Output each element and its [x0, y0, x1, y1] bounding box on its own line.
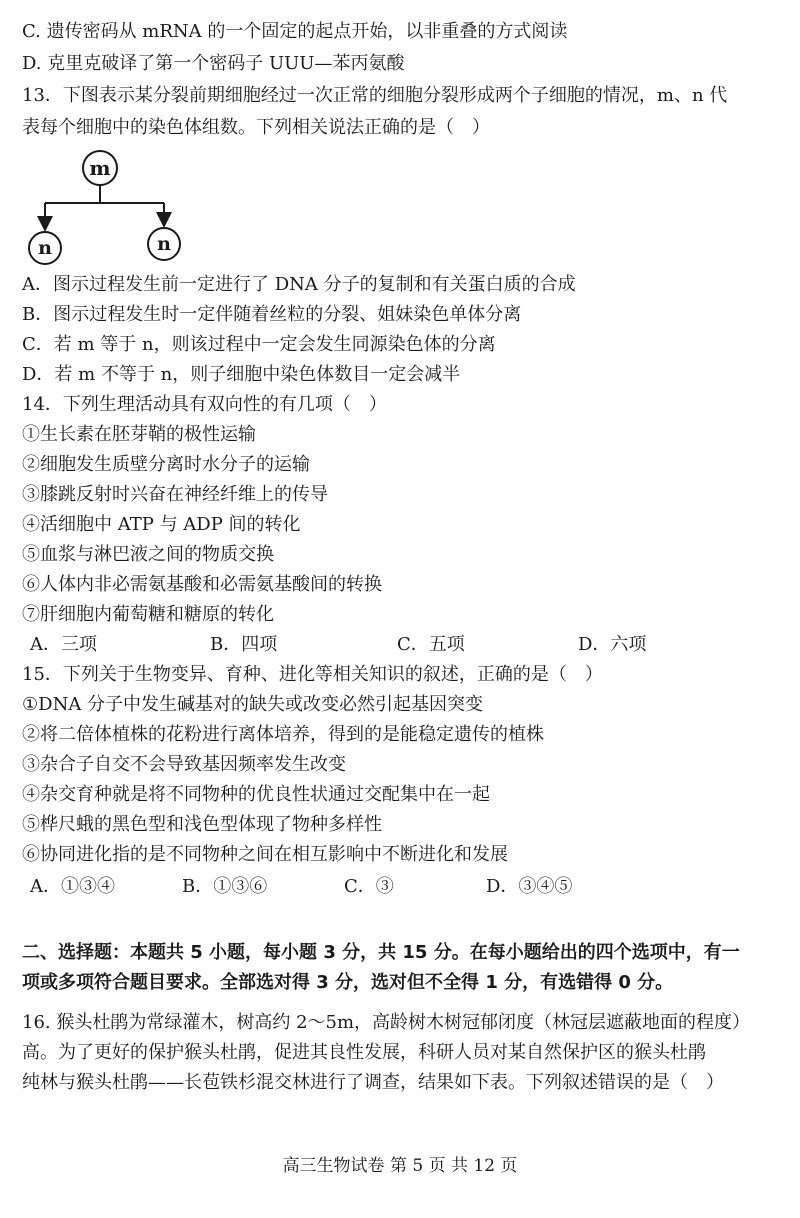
child-cell-right-label: n — [157, 233, 171, 255]
q15-option-c: C．③ — [344, 876, 394, 897]
q14-option-c: C．五项 — [397, 634, 465, 655]
q15-item-3: ③杂合子自交不会导致基因频率发生改变 — [22, 754, 346, 775]
q13-option-b: B．图示过程发生时一定伴随着丝粒的分裂、姐妹染色单体分离 — [22, 304, 522, 325]
cell-division-diagram — [25, 146, 200, 271]
q15-item-2: ②将二倍体植株的花粉进行离体培养，得到的是能稳定遗传的植株 — [22, 724, 544, 745]
q14-item-1: ①生长素在胚芽鞘的极性运输 — [22, 424, 256, 445]
q16-line2: 高。为了更好的保护猴头杜鹃，促进其良性发展，科研人员对某自然保护区的猴头杜鹃 — [22, 1042, 706, 1063]
section2-heading-line2: 项或多项符合题目要求。全部选对得 3 分，选对但不全得 1 分，有选错得 0 分。 — [22, 972, 674, 993]
page-footer: 高三生物试卷 第 5 页 共 12 页 — [282, 1156, 518, 1176]
q13-option-c: C．若 m 等于 n，则该过程中一定会发生同源染色体的分离 — [22, 334, 496, 355]
q15-stem: 15．下列关于生物变异、育种、进化等相关知识的叙述，正确的是（ ） — [22, 664, 603, 685]
q14-item-5: ⑤血浆与淋巴液之间的物质交换 — [22, 544, 274, 565]
q13-stem-line2: 表每个细胞中的染色体组数。下列相关说法正确的是（ ） — [22, 117, 490, 138]
parent-cell-label: m — [89, 156, 111, 180]
q14-option-a: A．三项 — [30, 634, 97, 655]
q15-option-a: A．①③④ — [30, 876, 115, 897]
q15-option-b: B．①③⑥ — [182, 876, 268, 897]
q14-item-4: ④活细胞中 ATP 与 ADP 间的转化 — [22, 514, 301, 535]
q13-option-a: A．图示过程发生前一定进行了 DNA 分子的复制和有关蛋白质的合成 — [22, 274, 576, 295]
q15-item-4: ④杂交育种就是将不同物种的优良性状通过交配集中在一起 — [22, 784, 490, 805]
q14-option-d: D．六项 — [578, 634, 647, 655]
q14-item-7: ⑦肝细胞内葡萄糖和糖原的转化 — [22, 604, 274, 625]
q16-line3: 纯林与猴头杜鹃——长苞铁杉混交林进行了调查，结果如下表。下列叙述错误的是（ ） — [22, 1072, 724, 1093]
q13-stem-line1: 13．下图表示某分裂前期细胞经过一次正常的细胞分裂形成两个子细胞的情况，m、n 代 — [22, 85, 728, 106]
q12-option-c: C. 遗传密码从 mRNA 的一个固定的起点开始，以非重叠的方式阅读 — [22, 21, 568, 42]
child-cell-left-label: n — [38, 237, 52, 259]
q16-line1: 16. 猴头杜鹃为常绿灌木，树高约 2～5m，高龄树木树冠郁闭度（林冠层遮蔽地面的程度） — [22, 1012, 751, 1033]
q15-option-d: D．③④⑤ — [486, 876, 573, 897]
q14-item-2: ②细胞发生质壁分离时水分子的运输 — [22, 454, 310, 475]
q15-item-5: ⑤桦尺蛾的黑色型和浅色型体现了物种多样性 — [22, 814, 382, 835]
q13-option-d: D．若 m 不等于 n，则子细胞中染色体数目一定会减半 — [22, 364, 461, 385]
section2-heading-line1: 二、选择题：本题共 5 小题，每小题 3 分，共 15 分。在每小题给出的四个选项中，有一 — [22, 942, 740, 963]
q14-item-6: ⑥人体内非必需氨基酸和必需氨基酸间的转换 — [22, 574, 382, 595]
q14-option-b: B．四项 — [210, 634, 278, 655]
q14-item-3: ③膝跳反射时兴奋在神经纤维上的传导 — [22, 484, 328, 505]
q15-item-6: ⑥协同进化指的是不同物种之间在相互影响中不断进化和发展 — [22, 844, 508, 865]
q12-option-d: D. 克里克破译了第一个密码子 UUU—苯丙氨酸 — [22, 53, 405, 74]
q15-item-1: ①DNA 分子中发生碱基对的缺失或改变必然引起基因突变 — [22, 694, 484, 715]
q14-stem: 14．下列生理活动具有双向性的有几项（ ） — [22, 394, 387, 415]
